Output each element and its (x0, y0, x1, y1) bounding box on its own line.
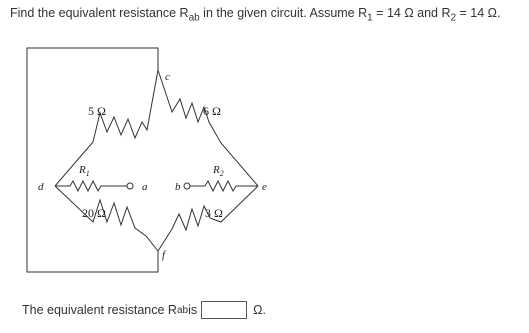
node-d-label: d (38, 181, 44, 193)
answer-label-sub: ab (176, 304, 189, 316)
resistor-20-label: 20 Ω (82, 206, 106, 220)
node-f-label: f (162, 249, 166, 261)
r1-resistor (55, 181, 127, 191)
node-a-terminal (127, 183, 133, 189)
question-middle: in the given circuit. Assume R (199, 6, 368, 20)
node-b-terminal (184, 183, 190, 189)
question-r2-value: = 14 Ω. (456, 6, 501, 20)
node-e-label: e (262, 181, 267, 193)
branch-d-f (55, 186, 158, 251)
r2-resistor (190, 181, 258, 191)
node-c-label: c (165, 71, 170, 83)
question-sub-1: 1 (367, 12, 373, 24)
question-prefix: Find the equivalent resistance R (10, 6, 189, 20)
question-sub-2: 2 (450, 12, 457, 24)
branch-d-c (55, 70, 158, 186)
answer-label-suffix: is (188, 303, 198, 317)
node-b-label: b (175, 181, 181, 193)
branch-c-e (158, 70, 258, 186)
answer-unit: Ω. (253, 303, 266, 317)
resistor-3-label: 3 Ω (205, 206, 223, 220)
r2-label: $R_2$ (213, 164, 224, 178)
question-r1-value: = 14 Ω and R (372, 6, 451, 20)
answer-row (22, 301, 266, 319)
node-a-label: a (142, 181, 148, 193)
resistor-6-label: 6 Ω (203, 104, 221, 118)
outer-wire (27, 48, 158, 272)
answer-input[interactable] (201, 301, 247, 319)
question-sub-ab: ab (188, 12, 200, 24)
r1-label: $R_1$ (79, 164, 90, 178)
answer-label-prefix: The equivalent resistance R (22, 303, 177, 317)
resistor-5-label: 5 Ω (88, 104, 106, 118)
